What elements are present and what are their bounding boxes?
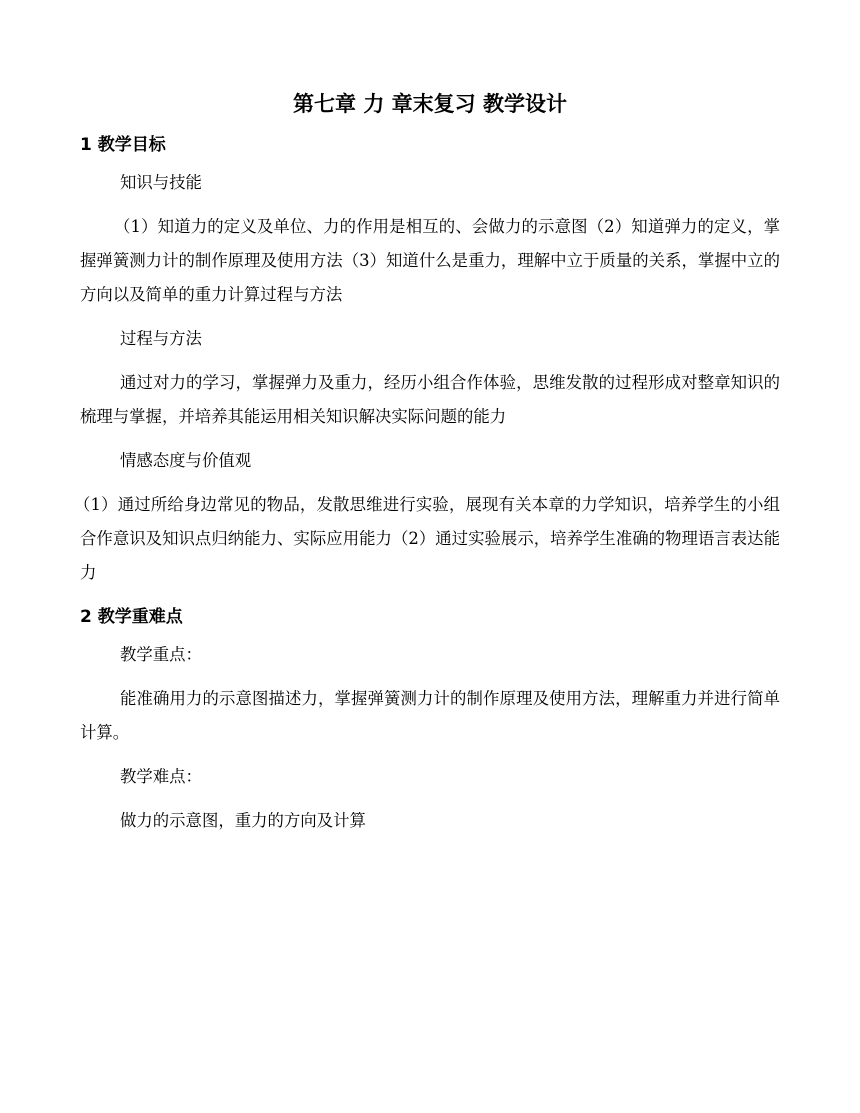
paragraph-key-points: 能准确用力的示意图描述力，掌握弹簧测力计的制作原理及使用方法，理解重力并进行简单计算。 bbox=[80, 689, 780, 742]
document-title: 第七章 力 章末复习 教学设计 bbox=[293, 92, 567, 116]
section-heading: 1 教学目标 bbox=[80, 135, 166, 155]
section-teaching-objectives bbox=[74, 128, 780, 590]
section-key-difficult-points bbox=[80, 600, 780, 838]
subheading-difficult-points: 教学难点： bbox=[120, 767, 202, 786]
subheading-key-points: 教学重点： bbox=[120, 645, 202, 664]
subheading-attitudes-values: 情感态度与价值观 bbox=[120, 451, 252, 470]
section-heading: 2 教学重难点 bbox=[80, 607, 183, 627]
paragraph-difficult-points: 做力的示意图，重力的方向及计算 bbox=[120, 811, 366, 830]
paragraph-attitudes-values: （1）通过所给身边常见的物品，发散思维进行实验，展现有关本章的力学知识，培养学生的小组合作意识及知识点归纳能力、实际应用能力（2）通过实验展示，培养学生准确的物理语言表达能力 bbox=[74, 495, 780, 582]
subheading-process-methods: 过程与方法 bbox=[120, 329, 202, 348]
paragraph-knowledge-skills: （1）知道力的定义及单位、力的作用是相互的、会做力的示意图（2）知道弹力的定义，掌握弹簧测力计的制作原理及使用方法（3）知道什么是重力，理解中立于质量的关系，掌握中立的方向以及简单的重力计算过程与方法 bbox=[80, 217, 780, 304]
paragraph-process-methods: 通过对力的学习，掌握弹力及重力，经历小组合作体验，思维发散的过程形成对整章知识的梳理与掌握，并培养其能运用相关知识解决实际问题的能力 bbox=[80, 373, 780, 426]
subheading-knowledge-skills: 知识与技能 bbox=[120, 173, 202, 192]
